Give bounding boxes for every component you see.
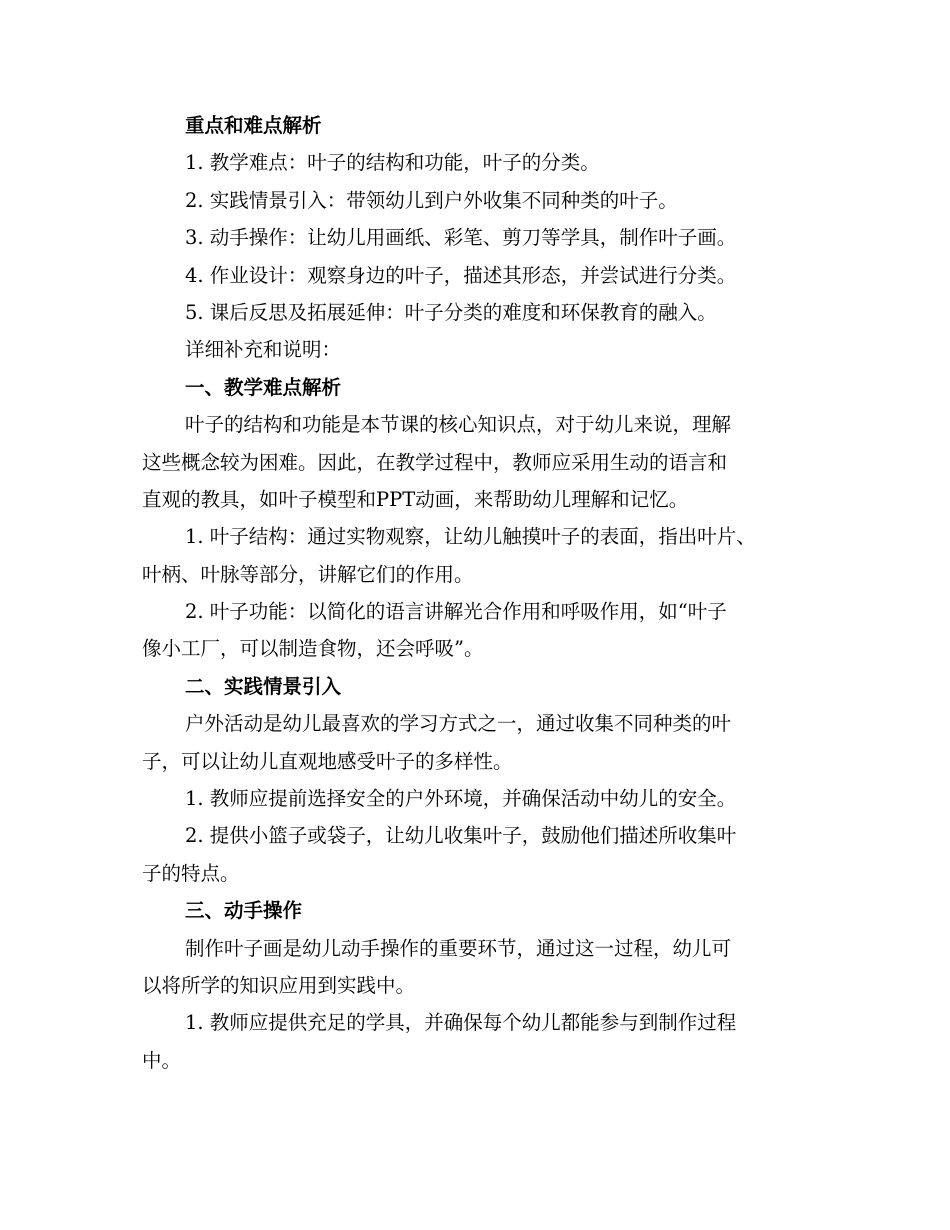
intro-item-2: 2. 实践情景引入：带领幼儿到户外收集不同种类的叶子。 — [185, 188, 678, 212]
document-body — [142, 107, 814, 1079]
intro-item-5: 5. 课后反思及拓展延伸：叶子分类的难度和环保教育的融入。 — [185, 300, 717, 324]
intro-item-1: 1. 教学难点：叶子的结构和功能，叶子的分类。 — [185, 151, 600, 175]
section-1-paragraph-line: 直观的教具，如叶子模型和PPT动画，来帮助幼儿理解和记忆。 — [142, 487, 689, 511]
section-1-paragraph-line: 叶子的结构和功能是本节课的核心知识点，对于幼儿来说，理解 — [185, 413, 732, 437]
section-3-paragraph-line: 制作叶子画是幼儿动手操作的重要环节，通过这一过程，幼儿可 — [185, 936, 732, 960]
section-3-heading: 三、动手操作 — [185, 899, 303, 923]
section-1-item-1-line: 1. 叶子结构：通过实物观察，让幼儿触摸叶子的表面，指出叶片、 — [185, 525, 756, 549]
section-1-item-1-line: 叶柄、叶脉等部分，讲解它们的作用。 — [142, 562, 474, 586]
section-2-paragraph-line: 户外活动是幼儿最喜欢的学习方式之一，通过收集不同种类的叶 — [185, 712, 732, 736]
intro-item-3: 3. 动手操作：让幼儿用画纸、彩笔、剪刀等学具，制作叶子画。 — [185, 226, 737, 250]
section-1-heading: 一、教学难点解析 — [185, 375, 342, 399]
section-1-item-2-line: 2. 叶子功能：以简化的语言讲解光合作用和呼吸作用，如“叶子 — [185, 600, 727, 624]
section-2-paragraph-line: 子，可以让幼儿直观地感受叶子的多样性。 — [142, 749, 513, 773]
intro-heading: 重点和难点解析 — [185, 114, 322, 137]
section-1-item-2-line: 像小工厂，可以制造食物，还会呼吸”。 — [142, 637, 484, 661]
section-3-item-1-line: 1. 教师应提供充足的学具，并确保每个幼儿都能参与到制作过程 — [185, 1011, 737, 1035]
section-2-item-2-line: 2. 提供小篮子或袋子，让幼儿收集叶子，鼓励他们描述所收集叶 — [185, 824, 737, 848]
section-1-paragraph-line: 这些概念较为困难。因此，在教学过程中，教师应采用生动的语言和 — [142, 450, 728, 474]
intro-item-4: 4. 作业设计：观察身边的叶子，描述其形态，并尝试进行分类。 — [185, 263, 737, 287]
supplement-label: 详细补充和说明： — [185, 338, 342, 362]
section-2-heading: 二、实践情景引入 — [185, 674, 342, 698]
section-3-item-1-line: 中。 — [142, 1048, 182, 1072]
section-2-item-2-line: 子的特点。 — [142, 861, 240, 885]
section-3-paragraph-line: 以将所学的知识应用到实践中。 — [142, 973, 416, 997]
section-2-item-1-line: 1. 教师应提前选择安全的户外环境，并确保活动中幼儿的安全。 — [185, 787, 737, 811]
